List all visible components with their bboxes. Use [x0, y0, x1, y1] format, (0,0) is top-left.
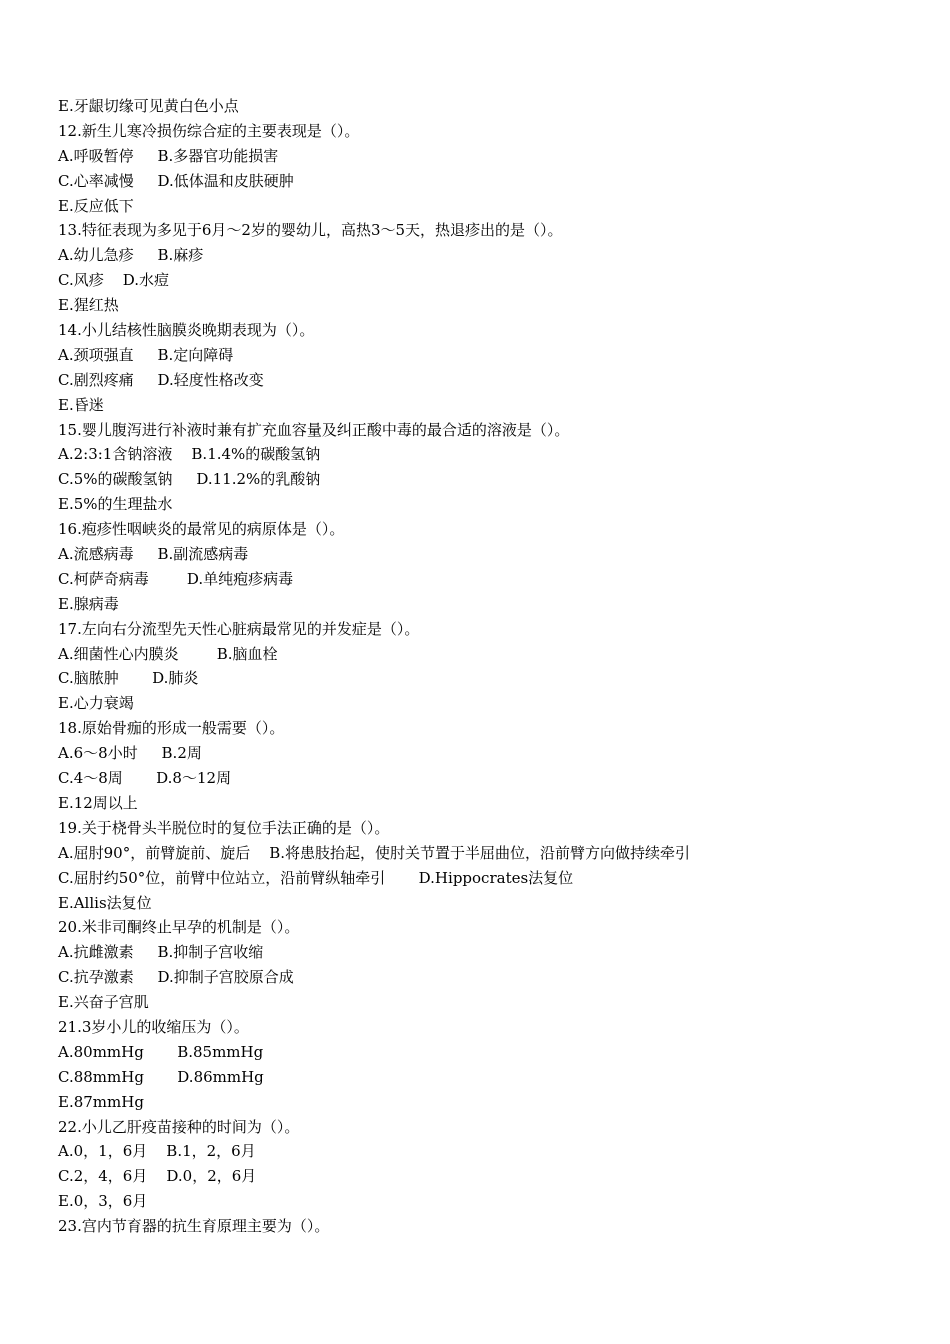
option-e-line: E.0，3，6月	[58, 1192, 148, 1211]
options-cd-line: C.88mmHg D.86mmHg	[58, 1067, 264, 1086]
options-ab-line: A.幼儿急疹 B.麻疹	[58, 246, 204, 265]
question-13: 13.特征表现为多见于6月～2岁的婴幼儿，高热3～5天，热退疹出的是（）。	[58, 221, 563, 240]
options-ab-line: A.6～8小时 B.2周	[58, 744, 202, 763]
option-e-line: E.心力衰竭	[58, 694, 134, 713]
options-ab-line: A.颈项强直 B.定向障碍	[58, 345, 234, 364]
options-cd-line: C.屈肘约50°位，前臂中位站立，沿前臂纵轴牵引 D.Hippocrates法复位	[58, 868, 574, 887]
options-ab-line: A.屈肘90°，前臂旋前、旋后 B.将患肢抬起，使肘关节置于半屈曲位，沿前臂方向做持续牵引	[58, 843, 691, 862]
option-e-line: E.昏迷	[58, 395, 104, 414]
options-cd-line: C.抗孕激素 D.抑制子宫胶原合成	[58, 968, 294, 987]
question-15: 15.婴儿腹泻进行补液时兼有扩充血容量及纠正酸中毒的最合适的溶液是（）。	[58, 420, 570, 439]
options-cd-line: C.心率减慢 D.低体温和皮肤硬肿	[58, 171, 294, 190]
options-ab-line: A.细菌性心内膜炎 B.脑血栓	[58, 644, 278, 663]
options-cd-line: C.2，4，6月 D.0，2，6月	[58, 1167, 257, 1186]
options-ab-line: A.流感病毒 B.副流感病毒	[58, 545, 249, 564]
option-e-line: E.5%的生理盐水	[58, 495, 173, 514]
options-cd-line: C.柯萨奇病毒 D.单纯疱疹病毒	[58, 569, 294, 588]
document-page	[58, 94, 918, 1239]
option-e-line: E.兴奋子宫肌	[58, 993, 149, 1012]
question-20: 20.米非司酮终止早孕的机制是（）。	[58, 918, 300, 937]
option-e-line: E.牙龈切缘可见黄白色小点	[58, 97, 239, 115]
options-cd-line: C.5%的碳酸氢钠 D.11.2%的乳酸钠	[58, 470, 321, 489]
options-ab-line: A.80mmHg B.85mmHg	[58, 1042, 264, 1061]
option-e-line: E.猩红热	[58, 296, 119, 315]
option-e-line: E.12周以上	[58, 793, 138, 812]
options-cd-line: C.脑脓肿 D.肺炎	[58, 669, 199, 688]
options-ab-line: A.抗雌激素 B.抑制子宫收缩	[58, 943, 264, 962]
question-18: 18.原始骨痂的形成一般需要（）。	[58, 719, 285, 738]
question-23: 23.宫内节育器的抗生育原理主要为（）。	[58, 1217, 330, 1236]
question-17: 17.左向右分流型先天性心脏病最常见的并发症是（）。	[58, 619, 420, 638]
option-e-line: E.87mmHg	[58, 1092, 144, 1111]
options-ab-line: A.呼吸暂停 B.多器官功能损害	[58, 146, 279, 165]
options-cd-line: C.剧烈疼痛 D.轻度性格改变	[58, 370, 264, 389]
option-e-line: E.腺病毒	[58, 594, 119, 613]
option-e-line: E.反应低下	[58, 196, 134, 215]
question-21: 21.3岁小儿的收缩压为（）。	[58, 1017, 249, 1036]
question-16: 16.疱疹性咽峡炎的最常见的病原体是（）。	[58, 520, 345, 539]
options-cd-line: C.4～8周 D.8～12周	[58, 769, 232, 788]
options-ab-line: A.2:3:1含钠溶液 B.1.4%的碳酸氢钠	[58, 445, 321, 464]
option-e-line: E.Allis法复位	[58, 893, 152, 912]
question-12: 12.新生儿寒冷损伤综合症的主要表现是（）。	[58, 121, 360, 140]
question-19: 19.关于桡骨头半脱位时的复位手法正确的是（）。	[58, 818, 390, 837]
question-14: 14.小儿结核性脑膜炎晚期表现为（）。	[58, 321, 315, 340]
question-22: 22.小儿乙肝疫苗接种的时间为（）。	[58, 1117, 300, 1136]
options-cd-line: C.风疹 D.水痘	[58, 271, 170, 290]
options-ab-line: A.0，1，6月 B.1，2，6月	[58, 1142, 256, 1161]
